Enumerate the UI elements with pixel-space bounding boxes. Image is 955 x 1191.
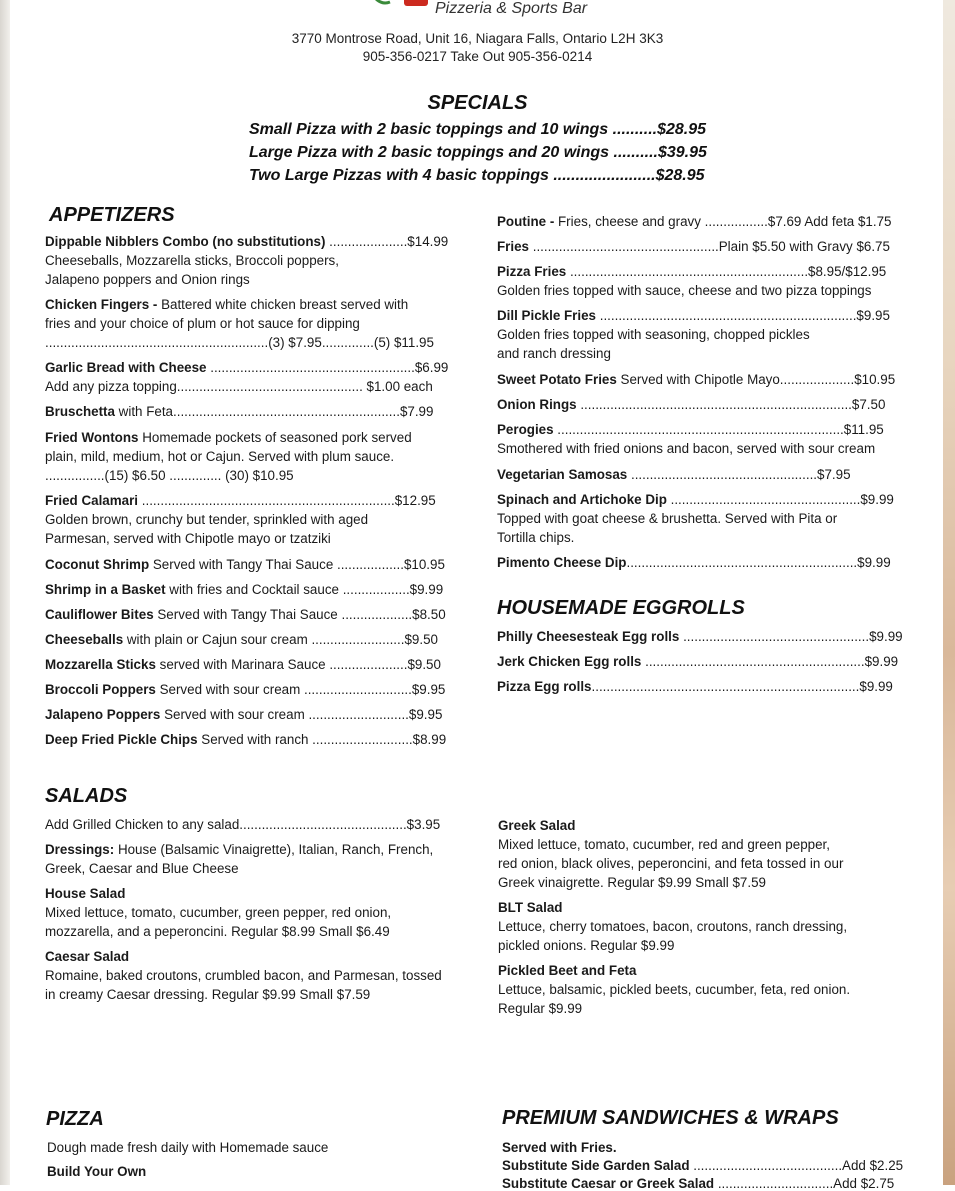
menu-item-detail: ..................................................$9.99 <box>679 629 903 644</box>
phone-numbers: 905-356-0217 Take Out 905-356-0214 <box>362 49 593 64</box>
menu-line <box>497 308 890 323</box>
menu-line <box>498 982 850 997</box>
menu-item-name: Philly Cheesesteak Egg rolls <box>497 629 680 644</box>
menu-line <box>498 919 847 934</box>
special-item: Small Pizza with 2 basic toppings and 10 wings ..........$28.95 <box>249 121 707 138</box>
menu-item-detail: ................................................................$8.95/$12.95 <box>566 264 887 279</box>
menu-item-name: Caesar Salad <box>45 949 130 964</box>
menu-item-detail: Greek vinaigrette. Regular $9.99 Small $7.59 <box>498 875 766 890</box>
menu-line <box>45 493 436 508</box>
menu-line <box>497 530 574 545</box>
menu-line <box>497 214 891 229</box>
menu-item-detail: ................(15) $6.50 .............. (30) $10.95 <box>45 468 294 483</box>
menu-line <box>45 861 239 876</box>
menu-line <box>45 707 442 722</box>
page-right-edge <box>943 0 955 1185</box>
menu-item-detail: Add any pizza topping.................................................. $1.00 each <box>45 379 433 394</box>
menu-item-name: Perogies <box>497 422 554 437</box>
menu-line <box>502 1140 617 1155</box>
menu-item-name: Substitute Side Garden Salad <box>502 1158 690 1173</box>
menu-item-detail: .............................................................................$11.95 <box>553 422 884 437</box>
menu-line <box>497 467 851 482</box>
menu-line <box>498 1001 582 1016</box>
menu-item-name: Dill Pickle Fries <box>497 308 596 323</box>
menu-line <box>498 963 636 978</box>
menu-item-detail: House (Balsamic Vinaigrette), Italian, Ranch, French, <box>114 842 434 857</box>
menu-item-detail: .......................................................$6.99 <box>206 360 449 375</box>
menu-line <box>498 938 674 953</box>
menu-line <box>497 654 898 669</box>
menu-line <box>45 905 391 920</box>
menu-line <box>45 657 441 672</box>
menu-item-detail: ....................................................................$12.95 <box>138 493 436 508</box>
menu-item-detail: Fries, cheese and gravy .................$7.69 Add feta $1.75 <box>554 214 892 229</box>
menu-item-name: Pimento Cheese Dip <box>497 555 627 570</box>
menu-item-detail: .....................................................................$9.95 <box>596 308 890 323</box>
menu-item-detail: Golden brown, crunchy but tender, sprinkled with aged <box>45 512 369 527</box>
menu-item-detail: Lettuce, cherry tomatoes, bacon, croutons, ranch dressing, <box>498 919 848 934</box>
menu-line <box>45 360 448 375</box>
menu-item-name: Vegetarian Samosas <box>497 467 628 482</box>
menu-line <box>497 555 891 570</box>
menu-line <box>497 372 895 387</box>
menu-line <box>45 557 445 572</box>
menu-item-detail: with Feta.............................................................$7.99 <box>114 404 434 419</box>
menu-line <box>502 1158 903 1173</box>
menu-line <box>45 886 125 901</box>
menu-item-detail: Add Grilled Chicken to any salad.............................................$3.95 <box>45 817 441 832</box>
menu-line <box>45 987 370 1002</box>
menu-line <box>45 272 250 287</box>
menu-line <box>45 468 294 483</box>
menu-line <box>502 1176 894 1191</box>
menu-item-name: Greek Salad <box>498 818 576 833</box>
menu-item-detail: and ranch dressing <box>497 346 611 361</box>
menu-line <box>47 1164 146 1179</box>
menu-line <box>497 679 893 694</box>
menu-item-detail: plain, mild, medium, hot or Cajun. Served with plum sauce. <box>45 449 395 464</box>
menu-item-name: Cauliflower Bites <box>45 607 154 622</box>
menu-item-name: Onion Rings <box>497 397 577 412</box>
menu-item-detail: fries and your choice of plum or hot sauce for dipping <box>45 316 360 331</box>
menu-line <box>45 335 434 350</box>
menu-line <box>497 492 894 507</box>
menu-line <box>45 449 394 464</box>
menu-item-name: Chicken Fingers - <box>45 297 158 312</box>
menu-line <box>45 582 443 597</box>
menu-item-name: Broccoli Poppers <box>45 682 156 697</box>
menu-item-name: Substitute Caesar or Greek Salad <box>502 1176 715 1191</box>
menu-line <box>45 924 390 939</box>
menu-item-detail: Golden fries topped with sauce, cheese and two pizza toppings <box>497 283 872 298</box>
menu-item-detail: Golden fries topped with seasoning, chopped pickles <box>497 327 810 342</box>
menu-item-detail: mozzarella, and a peperoncini. Regular $8.99 Small $6.49 <box>45 924 390 939</box>
menu-item-name: House Salad <box>45 886 126 901</box>
menu-line <box>498 856 843 871</box>
menu-item-detail: pickled onions. Regular $9.99 <box>498 938 675 953</box>
menu-line <box>45 430 412 445</box>
menu-item-name: Build Your Own <box>47 1164 147 1179</box>
menu-item-detail: Served with Tangy Thai Sauce ..................$10.95 <box>149 557 445 572</box>
menu-item-name: Pizza Fries <box>497 264 567 279</box>
menu-line <box>45 607 446 622</box>
menu-item-detail: Mixed lettuce, tomato, cucumber, red and green pepper, <box>498 837 830 852</box>
menu-item-detail: Mixed lettuce, tomato, cucumber, green pepper, red onion, <box>45 905 392 920</box>
menu-line <box>45 682 445 697</box>
menu-item-detail: Served with Tangy Thai Sauce ...................$8.50 <box>153 607 446 622</box>
menu-line <box>45 297 408 312</box>
special-item: Two Large Pizzas with 4 basic toppings .......................$28.95 <box>249 167 705 184</box>
menu-item-name: Garlic Bread with Cheese <box>45 360 207 375</box>
menu-line <box>497 264 886 279</box>
menu-item-detail: ..............................................................$9.99 <box>626 555 891 570</box>
menu-item-name: Pickled Beet and Feta <box>498 963 637 978</box>
menu-item-name: Jalapeno Poppers <box>45 707 161 722</box>
menu-item-detail: Smothered with fried onions and bacon, served with sour cream <box>497 441 876 456</box>
menu-line <box>497 397 885 412</box>
menu-line <box>45 512 368 527</box>
menu-item-name: Sweet Potato Fries <box>497 372 617 387</box>
menu-line <box>45 404 433 419</box>
menu-item-detail: ...................................................$9.99 <box>666 492 894 507</box>
menu-item-name: Jerk Chicken Egg rolls <box>497 654 642 669</box>
menu-item-name: Pizza Egg rolls <box>497 679 592 694</box>
menu-item-detail: Homemade pockets of seasoned pork served <box>138 430 412 445</box>
menu-line <box>45 842 433 857</box>
menu-line <box>497 441 875 456</box>
menu-line <box>45 632 438 647</box>
menu-item-name: Spinach and Artichoke Dip <box>497 492 667 507</box>
menu-line <box>498 818 575 833</box>
menu-item-name: Fried Calamari <box>45 493 139 508</box>
menu-item-name: Deep Fried Pickle Chips <box>45 732 198 747</box>
pizza-title: PIZZA <box>46 1108 104 1130</box>
menu-item-name: Fries <box>497 239 530 254</box>
menu-item-detail: Tortilla chips. <box>497 530 575 545</box>
menu-line <box>497 239 890 254</box>
menu-item-name: Bruschetta <box>45 404 115 419</box>
menu-item-detail: ........................................................................$9.99 <box>591 679 893 694</box>
menu-item-detail: red onion, black olives, peperoncini, and feta tossed in our <box>498 856 844 871</box>
menu-line <box>45 234 448 249</box>
specials-title: SPECIALS <box>427 92 528 114</box>
menu-line <box>45 531 331 546</box>
menu-line <box>498 875 766 890</box>
menu-item-detail: in creamy Caesar dressing. Regular $9.99 Small $7.59 <box>45 987 371 1002</box>
sandwiches-title: PREMIUM SANDWICHES & WRAPS <box>502 1107 839 1129</box>
menu-item-detail: Parmesan, served with Chipotle mayo or tzatziki <box>45 531 331 546</box>
menu-item-detail: ...........................................................$9.99 <box>641 654 899 669</box>
menu-item-detail: .....................$14.99 <box>325 234 449 249</box>
menu-item-detail: ..................................................Plain $5.50 with Gravy $6.75 <box>529 239 890 254</box>
appetizers-title: APPETIZERS <box>49 204 175 226</box>
menu-item-name: Fried Wontons <box>45 430 139 445</box>
menu-line <box>497 346 611 361</box>
menu-line <box>498 837 830 852</box>
menu-item-detail: Served with sour cream ...........................$9.95 <box>160 707 443 722</box>
menu-line <box>45 949 129 964</box>
menu-item-name: Mozzarella Sticks <box>45 657 156 672</box>
menu-item-detail: served with Marinara Sauce .....................$9.50 <box>155 657 441 672</box>
menu-item-detail: Served with Chipotle Mayo....................$10.95 <box>616 372 896 387</box>
logo-tagline: Pizzeria & Sports Bar <box>435 0 588 17</box>
menu-line <box>45 732 446 747</box>
menu-item-name: Cheeseballs <box>45 632 124 647</box>
menu-item-name: Poutine - <box>497 214 555 229</box>
menu-line <box>45 253 339 268</box>
menu-item-detail: Regular $9.99 <box>498 1001 583 1016</box>
menu-item-name: BLT Salad <box>498 900 563 915</box>
menu-item-detail: Greek, Caesar and Blue Cheese <box>45 861 239 876</box>
menu-item-detail: ............................................................(3) $7.95..............(5) $11.95 <box>45 335 434 350</box>
menu-item-detail: Cheeseballs, Mozzarella sticks, Broccoli poppers, <box>45 253 339 268</box>
menu-item-name: Dressings: <box>45 842 115 857</box>
menu-item-name: Served with Fries. <box>502 1140 617 1155</box>
menu-item-detail: ........................................Add $2.25 <box>689 1158 904 1173</box>
eggrolls-title: HOUSEMADE EGGROLLS <box>497 597 745 619</box>
menu-item-detail: Battered white chicken breast served with <box>157 297 409 312</box>
menu-line <box>45 316 360 331</box>
menu-line <box>47 1140 328 1155</box>
menu-item-detail: with plain or Cajun sour cream .........................$9.50 <box>123 632 438 647</box>
special-item: Large Pizza with 2 basic toppings and 20 wings ..........$39.95 <box>249 144 707 161</box>
menu-item-name: Shrimp in a Basket <box>45 582 166 597</box>
menu-item-detail: Lettuce, balsamic, pickled beets, cucumber, feta, red onion. <box>498 982 851 997</box>
page-left-edge <box>0 0 10 1185</box>
menu-line <box>497 511 837 526</box>
menu-line <box>498 900 562 915</box>
menu-line <box>45 968 442 983</box>
logo-icon <box>370 0 430 10</box>
address: 3770 Montrose Road, Unit 16, Niagara Falls, Ontario L2H 3K3 <box>291 31 664 46</box>
menu-item-detail: Jalapeno poppers and Onion rings <box>45 272 250 287</box>
menu-item-detail: Served with ranch ...........................$8.99 <box>197 732 447 747</box>
menu-item-detail: Dough made fresh daily with Homemade sauce <box>47 1140 329 1155</box>
menu-line <box>45 817 440 832</box>
salads-title: SALADS <box>45 785 128 807</box>
menu-line <box>45 379 433 394</box>
menu-line <box>497 422 884 437</box>
menu-line <box>497 629 903 644</box>
menu-line <box>497 283 871 298</box>
menu-item-detail: Topped with goat cheese & brushetta. Served with Pita or <box>497 511 838 526</box>
menu-item-name: Coconut Shrimp <box>45 557 150 572</box>
menu-item-detail: ...............................Add $2.75 <box>714 1176 895 1191</box>
menu-item-detail: with fries and Cocktail sauce ..................$9.99 <box>165 582 444 597</box>
menu-item-name: Dippable Nibblers Combo (no substitutions) <box>45 234 326 249</box>
menu-item-detail: Served with sour cream .............................$9.95 <box>155 682 446 697</box>
menu-item-detail: ..................................................$7.95 <box>627 467 851 482</box>
menu-item-detail: Romaine, baked croutons, crumbled bacon, and Parmesan, tossed <box>45 968 442 983</box>
menu-item-detail: .........................................................................$7.50 <box>576 397 886 412</box>
menu-line <box>497 327 810 342</box>
